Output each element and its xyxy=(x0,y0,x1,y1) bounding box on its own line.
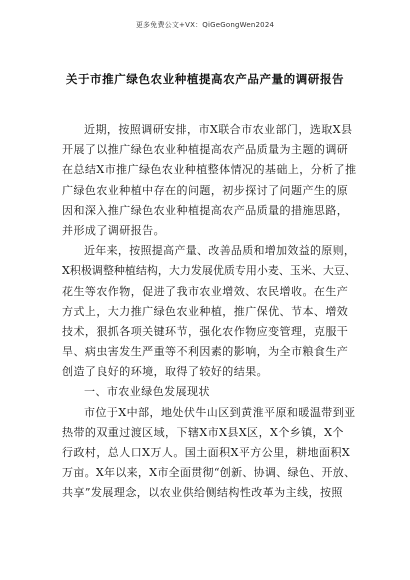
header-note: 更多免费公文+VX：QiGeGongWen2024 xyxy=(135,21,275,29)
body-line: 市位于X中部，地处伏牛山区到黄淮平原和暖温带到亚 xyxy=(84,405,356,419)
body-line: 近年来，按照提高产量、改善品质和增加效益的原则， xyxy=(84,244,356,258)
body-line: 在总结X市推广绿色农业种植整体情况的基础上，分析了推 xyxy=(62,163,357,177)
body-line: 因和深入推广绿色农业种植提高农产品质量的措施思路， xyxy=(62,203,349,217)
body-line: 旱、病虫害发生严重等不利因素的影响，为全市粮食生产 xyxy=(62,345,349,359)
body-line: 开展了以推广绿色农业种植提高农产品质量为主题的调研 xyxy=(62,143,349,157)
body-line: 方式上，大力推广绿色农业种植，推广保优、节本、增效 xyxy=(62,304,349,318)
body-line: 万亩。X年以来，X市全面贯彻“创新、协调、绿色、开放、 xyxy=(62,466,356,480)
document-title: 关于市推广绿色农业种植提高农产品产量的调研报告 xyxy=(65,72,345,86)
body-line: 创造了良好的环境，取得了较好的结果。 xyxy=(62,365,269,379)
body-line: 一、市农业绿色发展现状 xyxy=(84,385,210,399)
body-line: 近期，按照调研安排，市X联合市农业部门，选取X县 xyxy=(84,123,353,136)
body-line: 并形成了调研报告。 xyxy=(62,223,166,237)
body-line: X积极调整种植结构，大力发展优质专用小麦、玉米、大豆、 xyxy=(62,264,356,278)
body-line: 技术，狠抓各项关键环节，强化农作物应变管理，克服干 xyxy=(62,324,349,338)
body-line: 花生等农作物，促进了我市农业增效、农民增收。在生产 xyxy=(62,284,349,298)
body-line: 共享”发展理念，以农业供给侧结构性改革为主线，按照 xyxy=(62,486,343,500)
body-line: 行政村，总人口X万人。国土面积X平方公里，耕地面积X xyxy=(62,446,351,459)
document-body xyxy=(62,120,358,504)
body-line: 广绿色农业种植中存在的问题，初步探讨了问题产生的原 xyxy=(62,183,349,197)
body-line: 热带的双重过渡区域，下辖X市X县X区，X个乡镇，X个 xyxy=(62,425,344,439)
